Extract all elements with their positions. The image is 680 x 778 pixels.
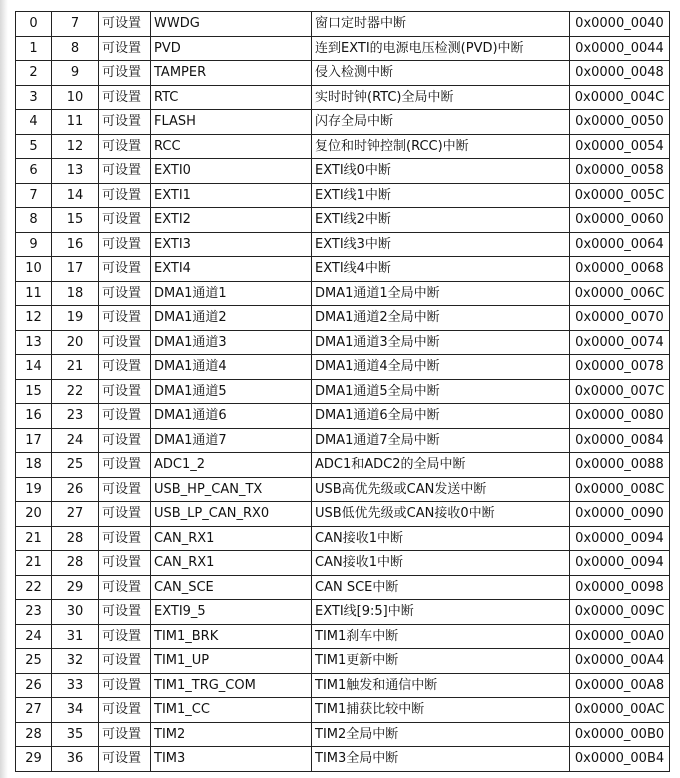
interrupt-name-cell: USB_HP_CAN_TX [151,477,312,502]
position-cell: 19 [16,477,52,502]
description-cell: 实时时钟(RTC)全局中断 [312,85,570,110]
priority-type-cell: 可设置 [99,673,151,698]
position-cell: 24 [16,624,52,649]
vector-address-cell: 0x0000_004C [570,85,670,110]
vector-address-cell: 0x0000_0068 [570,257,670,282]
table-row [16,453,670,478]
interrupt-name-cell: DMA1通道5 [151,379,312,404]
interrupt-name-cell: RCC [151,134,312,159]
priority-cell: 31 [52,624,99,649]
vector-address-cell: 0x0000_0080 [570,404,670,429]
position-cell: 16 [16,404,52,429]
priority-cell: 9 [52,61,99,86]
interrupt-name-cell: DMA1通道3 [151,330,312,355]
position-cell: 3 [16,85,52,110]
priority-type-cell: 可设置 [99,134,151,159]
priority-cell: 20 [52,330,99,355]
description-cell: 闪存全局中断 [312,110,570,135]
vector-address-cell: 0x0000_00A8 [570,673,670,698]
vector-address-cell: 0x0000_0064 [570,232,670,257]
priority-cell: 13 [52,159,99,184]
table-row [16,747,670,772]
vector-address-cell: 0x0000_0098 [570,575,670,600]
vector-address-cell: 0x0000_0088 [570,453,670,478]
priority-cell: 26 [52,477,99,502]
position-cell: 2 [16,61,52,86]
priority-cell: 28 [52,526,99,551]
description-cell: CAN SCE中断 [312,575,570,600]
vector-address-cell: 0x0000_00AC [570,698,670,723]
priority-cell: 11 [52,110,99,135]
position-cell: 21 [16,551,52,576]
priority-type-cell: 可设置 [99,379,151,404]
description-cell: EXTI线3中断 [312,232,570,257]
interrupt-name-cell: FLASH [151,110,312,135]
position-cell: 26 [16,673,52,698]
interrupt-name-cell: DMA1通道7 [151,428,312,453]
priority-cell: 14 [52,183,99,208]
description-cell: EXTI线[9:5]中断 [312,600,570,625]
priority-type-cell: 可设置 [99,453,151,478]
vector-address-cell: 0x0000_0058 [570,159,670,184]
priority-type-cell: 可设置 [99,355,151,380]
table-row [16,85,670,110]
interrupt-name-cell: EXTI0 [151,159,312,184]
description-cell: DMA1通道4全局中断 [312,355,570,380]
priority-cell: 15 [52,208,99,233]
table-row [16,575,670,600]
table-row [16,183,670,208]
priority-type-cell: 可设置 [99,502,151,527]
priority-type-cell: 可设置 [99,208,151,233]
interrupt-name-cell: TIM1_CC [151,698,312,723]
description-cell: USB低优先级或CAN接收0中断 [312,502,570,527]
position-cell: 5 [16,134,52,159]
description-cell: 窗口定时器中断 [312,12,570,37]
position-cell: 13 [16,330,52,355]
description-cell: DMA1通道2全局中断 [312,306,570,331]
position-cell: 18 [16,453,52,478]
interrupt-name-cell: TIM3 [151,747,312,772]
interrupt-name-cell: EXTI9_5 [151,600,312,625]
description-cell: CAN接收1中断 [312,551,570,576]
vector-address-cell: 0x0000_007C [570,379,670,404]
priority-cell: 18 [52,281,99,306]
position-cell: 17 [16,428,52,453]
priority-cell: 25 [52,453,99,478]
vector-address-cell: 0x0000_0078 [570,355,670,380]
table-row [16,428,670,453]
interrupt-name-cell: DMA1通道1 [151,281,312,306]
interrupt-name-cell: TIM1_BRK [151,624,312,649]
priority-cell: 30 [52,600,99,625]
position-cell: 27 [16,698,52,723]
priority-type-cell: 可设置 [99,649,151,674]
table-row [16,551,670,576]
interrupt-name-cell: TIM2 [151,722,312,747]
table-row [16,208,670,233]
priority-cell: 17 [52,257,99,282]
position-cell: 7 [16,183,52,208]
priority-type-cell: 可设置 [99,698,151,723]
table-row [16,624,670,649]
vector-address-cell: 0x0000_0084 [570,428,670,453]
description-cell: EXTI线2中断 [312,208,570,233]
table-row [16,649,670,674]
interrupt-name-cell: RTC [151,85,312,110]
table-row [16,477,670,502]
priority-cell: 10 [52,85,99,110]
priority-type-cell: 可设置 [99,306,151,331]
priority-type-cell: 可设置 [99,36,151,61]
priority-type-cell: 可设置 [99,159,151,184]
table-row [16,502,670,527]
description-cell: TIM2全局中断 [312,722,570,747]
description-cell: 侵入检测中断 [312,61,570,86]
table-row [16,355,670,380]
table-row [16,159,670,184]
table-row [16,673,670,698]
description-cell: DMA1通道7全局中断 [312,428,570,453]
priority-cell: 24 [52,428,99,453]
position-cell: 20 [16,502,52,527]
description-cell: TIM1捕获比较中断 [312,698,570,723]
description-cell: EXTI线1中断 [312,183,570,208]
position-cell: 28 [16,722,52,747]
position-cell: 8 [16,208,52,233]
interrupt-name-cell: TIM1_TRG_COM [151,673,312,698]
position-cell: 6 [16,159,52,184]
priority-type-cell: 可设置 [99,110,151,135]
table-row [16,600,670,625]
priority-type-cell: 可设置 [99,600,151,625]
vector-address-cell: 0x0000_0094 [570,551,670,576]
table-row [16,404,670,429]
interrupt-name-cell: EXTI3 [151,232,312,257]
priority-type-cell: 可设置 [99,12,151,37]
position-cell: 10 [16,257,52,282]
vector-address-cell: 0x0000_0054 [570,134,670,159]
description-cell: DMA1通道3全局中断 [312,330,570,355]
interrupt-name-cell: TAMPER [151,61,312,86]
table-row [16,12,670,37]
priority-cell: 27 [52,502,99,527]
priority-cell: 21 [52,355,99,380]
position-cell: 15 [16,379,52,404]
vector-address-cell: 0x0000_00B0 [570,722,670,747]
position-cell: 21 [16,526,52,551]
priority-type-cell: 可设置 [99,526,151,551]
priority-type-cell: 可设置 [99,85,151,110]
vector-address-cell: 0x0000_005C [570,183,670,208]
description-cell: EXTI线4中断 [312,257,570,282]
vector-address-cell: 0x0000_0048 [570,61,670,86]
priority-type-cell: 可设置 [99,575,151,600]
table-row [16,722,670,747]
priority-cell: 16 [52,232,99,257]
interrupt-name-cell: USB_LP_CAN_RX0 [151,502,312,527]
priority-type-cell: 可设置 [99,61,151,86]
interrupt-name-cell: EXTI2 [151,208,312,233]
interrupt-table-body [16,12,670,772]
description-cell: ADC1和ADC2的全局中断 [312,453,570,478]
priority-cell: 8 [52,36,99,61]
table-row [16,232,670,257]
table-row [16,330,670,355]
priority-type-cell: 可设置 [99,722,151,747]
table-row [16,281,670,306]
interrupt-name-cell: DMA1通道2 [151,306,312,331]
vector-address-cell: 0x0000_0060 [570,208,670,233]
priority-cell: 36 [52,747,99,772]
vector-address-cell: 0x0000_0070 [570,306,670,331]
position-cell: 4 [16,110,52,135]
priority-cell: 34 [52,698,99,723]
vector-address-cell: 0x0000_0094 [570,526,670,551]
description-cell: TIM1触发和通信中断 [312,673,570,698]
vector-address-cell: 0x0000_0044 [570,36,670,61]
table-row [16,379,670,404]
position-cell: 12 [16,306,52,331]
priority-cell: 32 [52,649,99,674]
position-cell: 25 [16,649,52,674]
priority-cell: 28 [52,551,99,576]
table-row [16,61,670,86]
vector-address-cell: 0x0000_00B4 [570,747,670,772]
description-cell: EXTI线0中断 [312,159,570,184]
priority-type-cell: 可设置 [99,624,151,649]
description-cell: CAN接收1中断 [312,526,570,551]
interrupt-name-cell: EXTI1 [151,183,312,208]
interrupt-name-cell: ADC1_2 [151,453,312,478]
table-row [16,110,670,135]
description-cell: TIM1刹车中断 [312,624,570,649]
priority-cell: 12 [52,134,99,159]
interrupt-name-cell: DMA1通道4 [151,355,312,380]
priority-cell: 29 [52,575,99,600]
priority-type-cell: 可设置 [99,477,151,502]
interrupt-name-cell: CAN_RX1 [151,551,312,576]
table-row [16,526,670,551]
priority-cell: 33 [52,673,99,698]
priority-cell: 23 [52,404,99,429]
interrupt-name-cell: PVD [151,36,312,61]
page-edge-shadow [0,0,8,778]
priority-cell: 19 [52,306,99,331]
interrupt-name-cell: TIM1_UP [151,649,312,674]
interrupt-name-cell: CAN_SCE [151,575,312,600]
priority-type-cell: 可设置 [99,404,151,429]
table-row [16,698,670,723]
description-cell: DMA1通道6全局中断 [312,404,570,429]
priority-type-cell: 可设置 [99,747,151,772]
description-cell: 连到EXTI的电源电压检测(PVD)中断 [312,36,570,61]
vector-address-cell: 0x0000_009C [570,600,670,625]
vector-address-cell: 0x0000_00A4 [570,649,670,674]
position-cell: 29 [16,747,52,772]
interrupt-name-cell: CAN_RX1 [151,526,312,551]
position-cell: 22 [16,575,52,600]
priority-type-cell: 可设置 [99,551,151,576]
description-cell: TIM3全局中断 [312,747,570,772]
priority-cell: 7 [52,12,99,37]
vector-address-cell: 0x0000_0050 [570,110,670,135]
vector-address-cell: 0x0000_0074 [570,330,670,355]
position-cell: 23 [16,600,52,625]
description-cell: USB高优先级或CAN发送中断 [312,477,570,502]
priority-type-cell: 可设置 [99,257,151,282]
position-cell: 9 [16,232,52,257]
table-row [16,36,670,61]
priority-cell: 35 [52,722,99,747]
interrupt-name-cell: DMA1通道6 [151,404,312,429]
priority-cell: 22 [52,379,99,404]
table-row [16,134,670,159]
position-cell: 1 [16,36,52,61]
position-cell: 14 [16,355,52,380]
description-cell: DMA1通道5全局中断 [312,379,570,404]
priority-type-cell: 可设置 [99,232,151,257]
vector-address-cell: 0x0000_0040 [570,12,670,37]
table-row [16,257,670,282]
priority-type-cell: 可设置 [99,183,151,208]
priority-type-cell: 可设置 [99,428,151,453]
priority-type-cell: 可设置 [99,281,151,306]
description-cell: DMA1通道1全局中断 [312,281,570,306]
interrupt-vector-table [15,11,670,772]
vector-address-cell: 0x0000_0090 [570,502,670,527]
position-cell: 0 [16,12,52,37]
vector-address-cell: 0x0000_00A0 [570,624,670,649]
description-cell: 复位和时钟控制(RCC)中断 [312,134,570,159]
vector-address-cell: 0x0000_006C [570,281,670,306]
description-cell: TIM1更新中断 [312,649,570,674]
priority-type-cell: 可设置 [99,330,151,355]
position-cell: 11 [16,281,52,306]
vector-address-cell: 0x0000_008C [570,477,670,502]
table-row [16,306,670,331]
interrupt-name-cell: WWDG [151,12,312,37]
interrupt-name-cell: EXTI4 [151,257,312,282]
